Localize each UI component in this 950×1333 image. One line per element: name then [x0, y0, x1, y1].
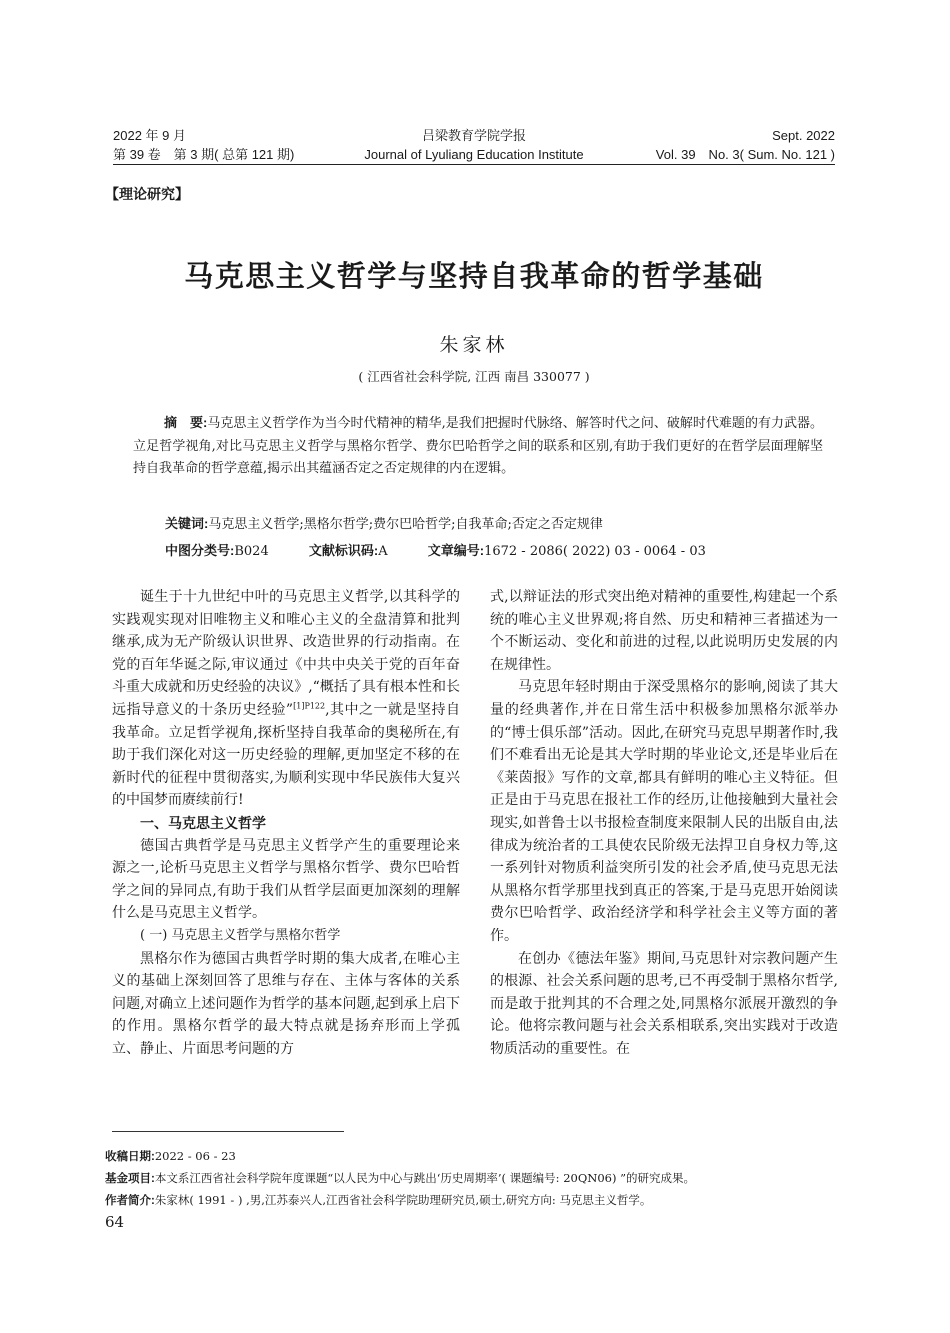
author-name: 朱家林	[439, 334, 509, 356]
footnote-rule	[112, 1131, 344, 1132]
body-right-column	[490, 586, 838, 1060]
doc-value: A	[378, 544, 388, 559]
header-date-en: Sept. 2022	[772, 128, 835, 143]
subsection-heading: ( 一) 马克思主义哲学与黑格尔哲学	[140, 927, 341, 943]
fund-label: 基金项目:	[105, 1173, 155, 1185]
article-number	[428, 544, 706, 559]
classification-line	[165, 540, 706, 559]
footnote-fund	[105, 1168, 695, 1190]
body-paragraph: 黑格尔作为德国古典哲学时期的集大成者,在唯心主义的基础上深刻回答了思维与存在、主体与客体的关系问题,对确立上述问题作为哲学的基本问题,起到承上启下的作用。黑格尔哲学的最大特点就是扬弃形而上学孤立、静止、片面思考问题的方	[112, 950, 460, 1057]
received-value: 2022 - 06 - 23	[154, 1149, 236, 1163]
abstract	[133, 412, 823, 481]
clc-value: B024	[234, 544, 269, 559]
header-volume-en: Vol. 39 No. 3( Sum. No. 121 )	[655, 147, 835, 162]
clc-number	[165, 544, 269, 559]
body-paragraph: 德国古典哲学是马克思主义哲学产生的重要理论来源之一,论析马克思主义哲学与黑格尔哲学、费尔巴哈哲学之间的异同点,有助于我们从哲学层面更加深刻的理解什么是马克思主义哲学。	[112, 837, 460, 922]
column-tag: 【理论研究】	[105, 186, 189, 202]
doc-label: 文献标识码:	[308, 543, 379, 558]
citation-ref: [1]P122	[293, 701, 326, 711]
received-label: 收稿日期:	[105, 1151, 155, 1163]
paragraph-text: ,其中之一就是坚持自我革命。立足哲学视角,探析坚持自我革命的奥秘所在,有助于我们深化对这一历史经验的理解,更加坚定不移的在新时代的征程中贯彻落实,为顺利实现中华民族伟大复兴的中国梦而赓续前行!	[112, 701, 460, 809]
author-affiliation: ( 江西省社会科学院, 江西 南昌 330077 )	[358, 369, 590, 384]
header-journal-cn: 吕梁教育学院学报	[421, 128, 526, 143]
header-volume: 第 39 卷 第 3 期( 总第 121 期)	[113, 147, 295, 162]
article-label: 文章编号:	[427, 543, 485, 558]
author-bio-label: 作者简介:	[105, 1195, 155, 1207]
article-title: 马克思主义哲学与坚持自我革命的哲学基础	[184, 261, 764, 293]
body-paragraph: 式,以辩证法的形式突出绝对精神的重要性,构建起一个系统的唯心主义世界观;将自然、历史和精神三者描述为一个不断运动、变化和前进的过程,以此说明历史发展的内在规律性。	[490, 589, 838, 673]
keywords-text: 马克思主义哲学;黑格尔哲学;费尔巴哈哲学;自我革命;否定之否定规律	[208, 517, 603, 532]
header-journal-en: Journal of Lyuliang Education Institute	[364, 147, 584, 162]
footnote-author	[105, 1190, 695, 1212]
abstract-label: 摘 要:	[164, 415, 208, 430]
article-value: 1672 - 2086( 2022) 03 - 0064 - 03	[484, 544, 706, 559]
body-paragraph: 在创办《德法年鉴》期间,马克思针对宗教问题产生的根源、社会关系问题的思考,已不再受制于黑格尔哲学,而是敢于批判其的不合理之处,同黑格尔派展开激烈的争论。他将宗教问题与社会关系相联系,突出实践对于改造物质活动的重要性。在	[490, 950, 838, 1057]
abstract-text: 马克思主义哲学作为当今时代精神的精华,是我们把握时代脉络、解答时代之问、破解时代难题的有力武器。立足哲学视角,对比马克思主义哲学与黑格尔哲学、费尔巴哈哲学之间的联系和区别,有助于我们更好的在哲学层面理解坚持自我革命的哲学意蕴,揭示出其蕴涵否定之否定规律的内在逻辑。	[133, 416, 823, 476]
paragraph-text: 诞生于十九世纪中叶的马克思主义哲学,以其科学的实践观实现对旧唯物主义和唯心主义的全盘清算和批判继承,成为无产阶级认识世界、改造世界的行动指南。在党的百年华诞之际,审议通过《中共中央关于党的百年奋斗重大成就和历史经验的决议》,“概括了具有根本性和长远指导意义的十条历史经验”	[112, 589, 460, 718]
author-bio-value: 朱家林( 1991 - ) ,男,江苏泰兴人,江西省社会科学院助理研究员,硕士,研究方向: 马克思主义哲学。	[154, 1193, 652, 1207]
keywords-label: 关键词:	[165, 516, 209, 531]
document-code	[309, 544, 388, 559]
footnotes	[105, 1146, 695, 1212]
header-rule	[113, 164, 835, 165]
keywords	[165, 513, 603, 532]
section-heading: 一、马克思主义哲学	[140, 814, 266, 831]
body-left-column	[112, 586, 460, 1060]
body-paragraph: 马克思年轻时期由于深受黑格尔的影响,阅读了其大量的经典著作,并在日常生活中积极参加黑格尔派举办的“博士俱乐部”活动。因此,在研究马克思早期著作时,我们不难看出无论是其大学时期的毕业论文,还是毕业后在《莱茵报》写作的文章,都具有鲜明的唯心主义特征。但正是由于马克思在报社工作的经历,让他接触到大量社会现实,如普鲁士以书报检查制度来限制人民的出版自由,法律成为统治者的工具使农民阶级无法捍卫自身权力等,这一系列针对物质利益突所引发的社会矛盾,使马克思无法从黑格尔哲学那里找到真正的答案,于是马克思开始阅读费尔巴哈哲学、政治经济学和科学社会主义等方面的著作。	[490, 679, 838, 944]
body-paragraph	[112, 586, 460, 812]
page-number: 64	[105, 1213, 125, 1231]
header-date: 2022 年 9 月	[113, 128, 186, 143]
header-right	[656, 126, 835, 164]
running-header	[113, 126, 835, 166]
clc-label: 中图分类号:	[165, 543, 235, 558]
fund-value: 本文系江西省社会科学院年度课题“以人民为中心与跳出‘历史周期率’( 课题编号: 20QN06) ”的研究成果。	[154, 1171, 695, 1185]
footnote-received	[105, 1146, 695, 1168]
